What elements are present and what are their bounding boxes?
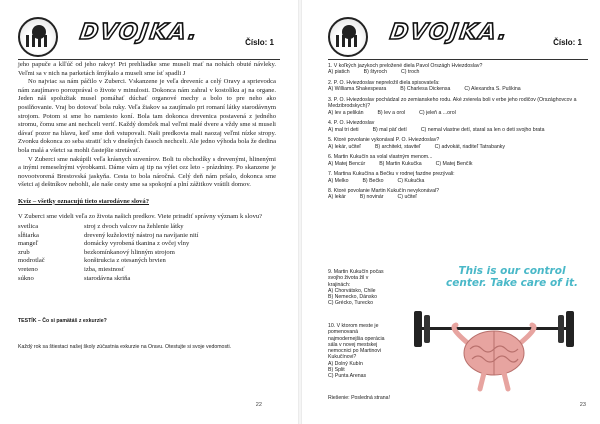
answer-option: C) Grécko, Turecko xyxy=(328,300,373,307)
answer-option: A) Williama Shakespeara xyxy=(328,86,387,93)
page-number: 22 xyxy=(255,402,262,408)
question-options xyxy=(328,144,588,150)
question-item xyxy=(328,120,588,133)
term-definition: domácky vyrobená tkanina z ovčej vlny xyxy=(84,240,190,248)
solution-note: Riešenie: Posledná strana! xyxy=(328,395,390,401)
answer-option: A) mal tri deti xyxy=(328,126,359,133)
question-item xyxy=(328,323,394,380)
article-body xyxy=(18,61,276,283)
question-options xyxy=(328,161,588,167)
page-number: 23 xyxy=(579,402,586,408)
answer-option: C) Alexandra S. Puškina xyxy=(464,86,521,93)
question-text: 1. V koľkých jazykoch preložené diela Pavol Országh Hviezdoslav? xyxy=(328,63,483,69)
left-page xyxy=(0,0,298,424)
answer-option: A) Dolný Kubín xyxy=(328,360,363,367)
quiz-title: Kvíz – všetky oznacujú tieto starodávne slová? xyxy=(18,197,150,205)
term-definition: konštrukcia z otesaných brvien xyxy=(84,257,166,265)
answer-option: A) Melko xyxy=(328,177,349,184)
question-options xyxy=(328,110,588,116)
article-paragraph: No najviac sa nám páčilo v Zuberci. Vskanzene je veľa dreveníc a celý Oravy a sprievodca nám zaujímavo porozprával o živote v minulosti. Dokonca nám zahral v kostolíku aj na organe. Jeden náš spolužiak musel pomáhať dúchať organové mechy a bolo to pre neho ako posilňovanie. Vraj bo dotovať bola ruky. Veľa žiakov sa zaujímalo pri romaní látky starodávnym strojom. Potom si sme ho namiesto koní. Bola tam dokonca drevenica postavená z jedného stromu, čomu sme ani nechceli veriť. Každý domček mal veľmi malé dvere a vždy sme si museli dávať pozor na hlavu, keď sme doň vstupovali. Naši predkovia mali naozaj veľmi nízke stropy. Zvonku dokonca zo seba stratiť ich v dnešných časoch nechceli. Ale jedno výhoda bola že dedina bola malá a všetci sa mohli častejšie stretávať. xyxy=(18,78,276,154)
masthead-title: DVOJKA. xyxy=(78,20,201,45)
answer-option: A) Chorvátsko, Chile xyxy=(328,287,376,294)
answer-option: B) Split xyxy=(328,367,345,374)
term-word: mangeľ xyxy=(18,240,39,248)
question-options xyxy=(328,86,588,92)
answer-option: A) lekár xyxy=(328,194,346,201)
answer-option: C) advokát, riaditeľ Tatrabanky xyxy=(434,143,505,150)
brain-lifting-barbell-icon xyxy=(400,265,588,395)
right-header xyxy=(328,14,588,60)
test-heading: TESTÍK – Čo si pamätáš z exkurzie? xyxy=(18,318,107,324)
answer-option: B) Charlesa Dickensa xyxy=(400,86,451,93)
term-definition: stroj z dvoch valcov na žehlenie látky xyxy=(84,223,184,231)
answer-option: B) Bečko xyxy=(362,177,384,184)
right-page xyxy=(302,0,600,424)
term-word: svetlica xyxy=(18,223,39,231)
answer-option: C) Punta Arenas xyxy=(328,373,367,380)
answer-option: C) učiteľ xyxy=(397,194,417,201)
term-row xyxy=(18,266,276,275)
question-item xyxy=(328,171,588,184)
answer-option: B) mal päť detí xyxy=(372,126,407,133)
term-row xyxy=(18,275,276,284)
question-text: 5. Ktoré povolanie vykonával P. O. Hviezdoslav? xyxy=(328,137,440,144)
answer-option: B) architekt, staviteľ xyxy=(374,143,421,150)
question-options xyxy=(328,127,588,133)
answer-option: B) lev a orol xyxy=(377,109,406,116)
question-text: 8. Ktoré povolanie Martin Kukučín nevykonával? xyxy=(328,188,440,195)
term-word: zrub xyxy=(18,248,30,256)
answer-option: A) lev a pelikán xyxy=(328,109,364,116)
terms-list xyxy=(18,223,276,283)
term-row xyxy=(18,223,276,232)
issue-label: Číslo: 1 xyxy=(553,38,582,47)
issue-label: Číslo: 1 xyxy=(245,38,274,47)
article-paragraph: jeho papuče a klľúč od jeho rakvy! Pri prehliadke sme museli mať na nohách obuté návleky. Veľmi sa v nich na parketách šmýkalo a museli sme ísť spadli J xyxy=(18,61,276,77)
question-options xyxy=(328,194,588,200)
school-logo-icon xyxy=(18,17,58,57)
question-text: 2. P. O. Hviezdoslav nepreložil diela spisovateľa: xyxy=(328,79,440,86)
answer-option: B) štyroch xyxy=(363,69,387,76)
illustration-caption: This is our control center. Take care of it. xyxy=(446,265,578,289)
term-word: modrotlač xyxy=(18,257,45,265)
term-row xyxy=(18,240,276,249)
answer-option: C) Matej Benčík xyxy=(435,160,473,167)
question-text: 9. Martin Kukučín počas svojho života žil v krajinách: xyxy=(328,269,384,288)
left-header xyxy=(18,14,280,60)
term-definition: izba, miestnosť xyxy=(84,266,125,274)
answer-option: B) novinár xyxy=(359,194,384,201)
question-text: 3. P. O. Hviezdoslav pochádzal zo zemianskeho rodu. Aké zvierela boli v erbe jeho rodičov (Országhovcov a Medzibrodskych)? xyxy=(328,96,577,110)
question-item xyxy=(328,154,588,167)
term-definition: starodávna skriňa xyxy=(84,274,131,282)
question-text: 7. Martina Kukučína a Bečku v rodnej fazdne prezývali: xyxy=(328,171,455,178)
question-item xyxy=(328,97,588,116)
quiz-intro: V Zuberci sme videli veľa zo života našich predkov. Viete priradiť správny význam k slovu? xyxy=(18,212,263,220)
question-item xyxy=(328,80,588,93)
question-list xyxy=(328,63,588,205)
question-item xyxy=(328,63,588,76)
answer-option: B) Martin Kukučka xyxy=(379,160,422,167)
masthead-title: DVOJKA. xyxy=(388,20,511,45)
answer-option: B) Nemecko, Dánsko xyxy=(328,294,378,301)
term-row xyxy=(18,257,276,266)
question-item xyxy=(328,188,588,201)
answer-option: A) lekár, učiteľ xyxy=(328,143,361,150)
term-definition: drevený kuželovitý nástroj na navíjanie nití xyxy=(84,231,199,239)
question-text: 6. Martin Kukučín sa volal vlastným menom... xyxy=(328,154,433,161)
term-row xyxy=(18,249,276,258)
answer-option: A) Matej Bencúr xyxy=(328,160,366,167)
term-word: vreteno xyxy=(18,266,38,274)
question-text: 4. P. O. Hviezdoslav xyxy=(328,120,375,127)
term-word: súkno xyxy=(18,274,34,282)
question-text: 10. V ktorom meste je pomenovaná najmodernejšia operácia sála v novej mestskej nemocnici po Martinovi Kukučínovi? xyxy=(328,323,385,361)
answer-option: C) jeleň a ...orol xyxy=(419,109,456,116)
question-item xyxy=(328,137,588,150)
answer-option: C) Kukučka xyxy=(397,177,425,184)
term-definition: bezkomínkanový hlinným strojom xyxy=(84,248,175,256)
term-word: sĺňiarka xyxy=(18,231,39,239)
test-intro: Každý rok sa štiestaci našej školy zúčastnia exkurzie na Oravu. Otestujte si svoje vedomosti. xyxy=(18,344,232,350)
question-options xyxy=(328,178,588,184)
answer-option: C) troch xyxy=(400,69,420,76)
question-options xyxy=(328,69,588,75)
answer-option: A) piatich xyxy=(328,69,350,76)
term-row xyxy=(18,232,276,241)
school-logo-icon xyxy=(328,17,368,57)
question-item xyxy=(328,269,388,307)
brain-illustration xyxy=(400,265,588,395)
article-paragraph: V Zuberci sme nakúpili veľa krásnych suvenírov. Boli tu obchodíky s drevenými, hlinenými a inými remeselnými výrobkami. Dáme vám aj tip na výlet cez leto - prázdniny. Po skanzene je novootvorená Brestovská jaskyňa. Cesta to bola náročná. Celý deň nám pršalo, dokonca sme všetci aj deštníkov nebohli, ale naše cesty sme sa spokojní a plní zážitkov vrátili domov. xyxy=(18,155,276,189)
answer-option: C) nemal vlastne detí, staral sa len o deti svojho brata xyxy=(420,126,545,133)
